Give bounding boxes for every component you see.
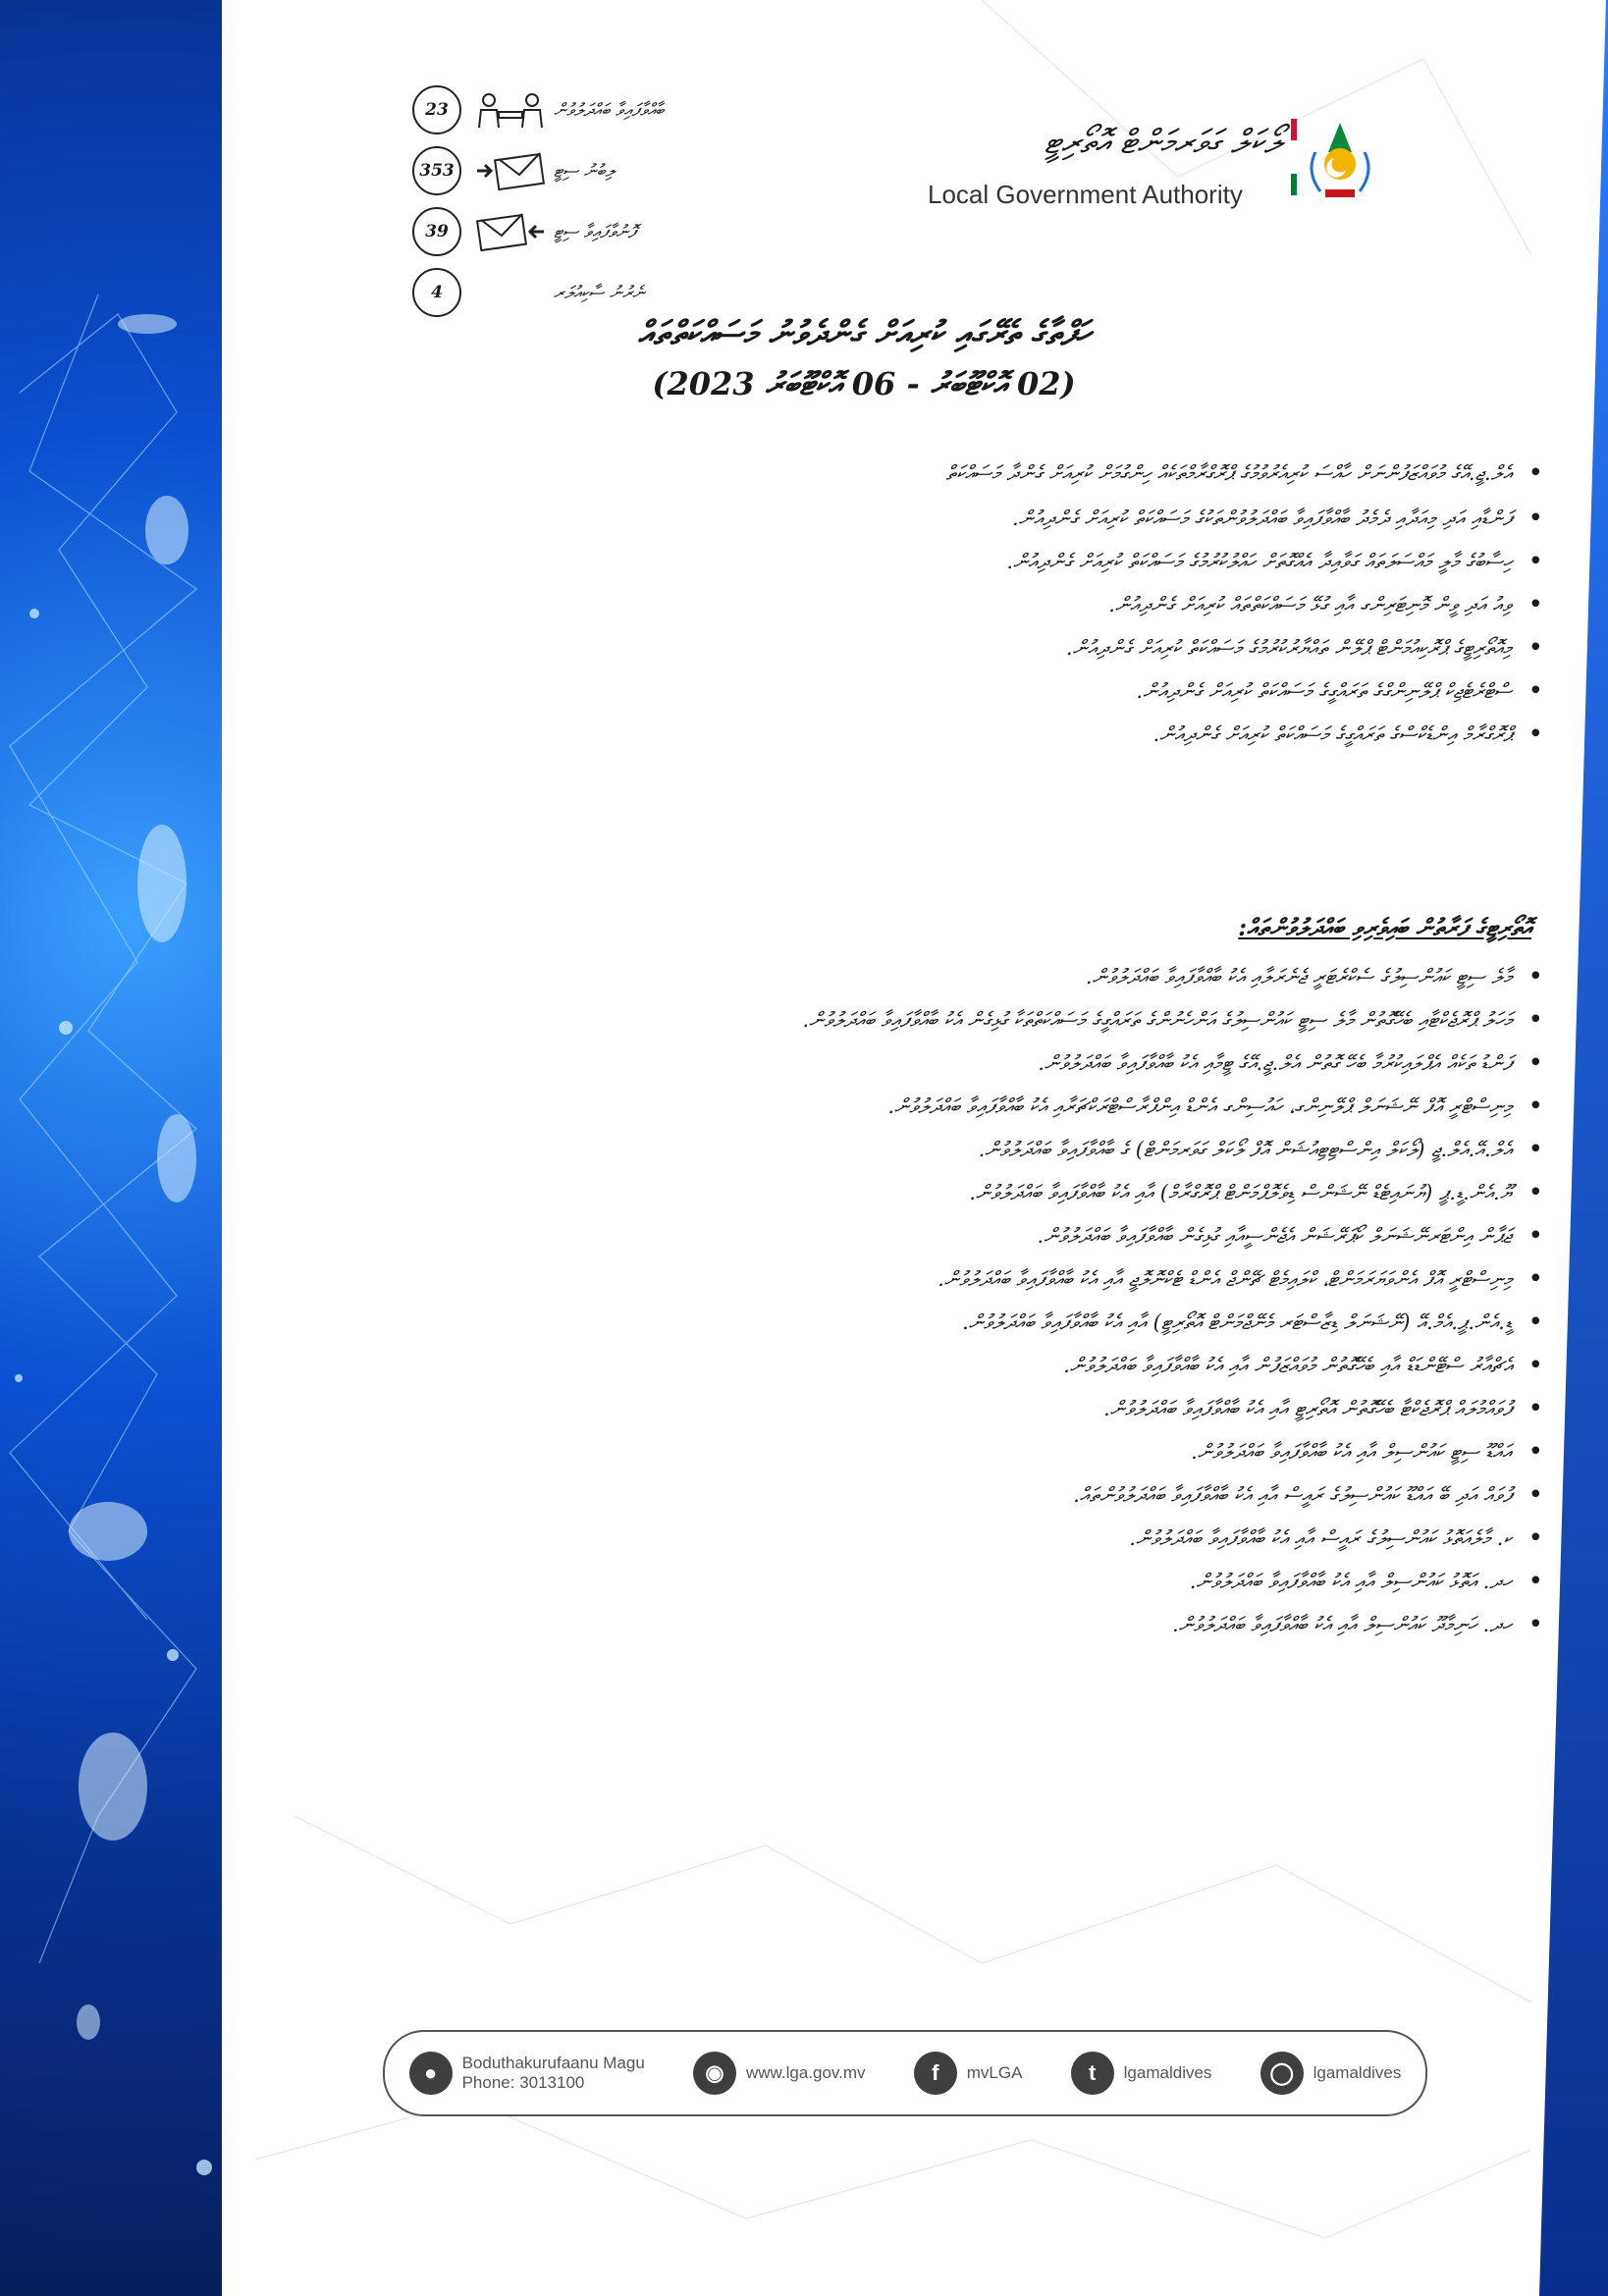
facebook-icon: f <box>914 2052 957 2095</box>
stat-value-received: 353 <box>412 146 461 195</box>
twitter-handle[interactable]: lgamaldives <box>1123 2063 1212 2082</box>
footer-address <box>409 2052 645 2095</box>
footer-facebook[interactable] <box>914 2052 1023 2095</box>
list-item: • ފަންޑާއި އަދި މިއަދާއި ދެމެދު ބާއްވާފައިވާ ބައްދަލުވުންތަކުގެ މަސައްކަތް ކުރިއަށް ގެންދިއުން. <box>285 499 1551 538</box>
footer-twitter[interactable] <box>1071 2052 1212 2095</box>
list-item: • މަހަލު ޕްރޮޖެކްޓާއި ބެހޭގޮތުން މާލެ ސިޓީ ކައުންސިލުގެ އަންހެނުންގެ ތަރައްގީގެ މަސައްކަތްތަކާ ގުޅިގެން އެކު ބާއްވާފައިވާ ބައްދަލުވުން. <box>285 1000 1551 1040</box>
stat-label-meetings: ބާއްވާފައިވާ ބައްދަލުވުން <box>554 99 665 121</box>
stat-value-sent: 39 <box>412 207 461 256</box>
location-pin-icon: ● <box>409 2052 453 2095</box>
work-items-list <box>285 452 1551 758</box>
stat-row-circulars <box>412 269 671 316</box>
stat-row-received <box>412 147 671 194</box>
footer-website[interactable] <box>693 2052 866 2095</box>
instagram-icon: ◯ <box>1260 2052 1304 2095</box>
list-item: • ޕްރޮގްރާމް އިންޑެކްސްގެ ތަރައްގީގެ މަސައްކަތް ކުރިއަށް ގެންދިއުން. <box>285 715 1551 754</box>
list-item: • ފުވައް އަދި ބޭ އައްޑޫ ކައުންސިލުގެ ރައީސް އާއި އެކު ބާއްވާފައިވާ ބައްދަލުވުންތައް. <box>285 1475 1551 1515</box>
maldives-emblem-icon <box>1291 113 1389 211</box>
list-item: • މިނިސްޓްރީ އޮފް އެންވަޔަރަމަންޓް، ކްލައިމެޓް ޗޭންޖް އެންޑް ޓެކްނޮލޮޖީ އާއި އެކު ބާއްވާފައިވާ ބައްދަލުވުން. <box>285 1259 1551 1299</box>
list-item: • ކ. މާލެއަތޮޅު ކައުންސިލުގެ ރައީސް އާއި އެކު ބާއްވާފައިވާ ބައްދަލުވުން. <box>285 1519 1551 1558</box>
section-title-meetings: އޮތޯރިޓީގެ ފަރާތުން ބައިވެރިވި ބައްދަލުވުންތައް: <box>1238 913 1531 941</box>
list-item: • ޔޫ.އެން.ޑީ.ޕީ (ޔުނައިޓެޑް ނޭޝަންސް ޑިވެލޮޕްމަންޓް ޕްރޮގްރާމް) އާއި އެކު ބާއްވާފައިވާ ބައްދަލުވުން. <box>285 1173 1551 1212</box>
list-item: • އެލް.އޭ.އެލް.ޖީ (ލޯކަލް އިންސްޓިޓިއުޝަން އޮފް ލޯކަލް ގަވަރމަންޓް) ގެ ބާއްވާފައިވާ ބައްދަލުވުން. <box>285 1130 1551 1169</box>
twitter-icon: t <box>1071 2052 1114 2095</box>
logo-thaana-text: ލޯކަލް ގަވަރމަންޓް އޮތޯރިޓީ <box>1044 123 1281 162</box>
list-item: • ހދ. އަތޮޅު ކައުންސިލް އާއި އެކު ބާއްވާފައިވާ ބައްދަލުވުން. <box>285 1562 1551 1601</box>
list-item: • މިއޮތޯރިޓީގެ ޕްރޮކިއުމަންޓް ޕްލޭން ތައްޔާރުކުރުމުގެ މަސައްކަތް ކުރިއަށް ގެންދިއުން. <box>285 628 1551 667</box>
list-item: • މާލެ ސިޓީ ކައުންސިލުގެ ސެކްރެޓަރީ ޖެނެރަލާއި އެކު ބާއްވާފައިވާ ބައްދަލުވުން. <box>285 957 1551 996</box>
list-item: • ހިސާބުގެ މާލީ މައްސަލަތައް ގަވާއިދާ އެއްގޮތަށް ހައްލުކުރުމުގެ މަސައްކަތް ކުރިއަށް ގެންދިއުން. <box>285 542 1551 581</box>
instagram-handle[interactable]: lgamaldives <box>1313 2063 1402 2082</box>
list-item: • އެޗްއާރު ސްޓޭންޑަޑް އާއި ބެހޭގޮތުން މުވައްޒަފުން އާއި އެކު ބާއްވާފައިވާ ބައްދަލުވުން. <box>285 1346 1551 1385</box>
circular-icon-placeholder <box>475 273 546 312</box>
stat-value-circulars: 4 <box>412 268 461 317</box>
stat-row-sent <box>412 208 671 255</box>
globe-icon: ◉ <box>693 2052 736 2095</box>
page-title: ހަފްތާގެ ތެރޭގައި ކުރިއަށް ގެންދެވުނު މަސައްކަތްތައް <box>637 314 1091 353</box>
website-link[interactable]: www.lga.gov.mv <box>746 2063 866 2082</box>
list-item: • ހދ. ހަނިމާދޫ ކައުންސިލް އާއި އެކު ބާއްވާފައިވާ ބައްދަލުވުން. <box>285 1605 1551 1644</box>
list-item: • ޖަޕާން އިންޓަރނޭޝަނަލް ކޯޕަރޭޝަން އެޖެންސީއާއި ގުޅިގެން ބާއްވާފައިވާ ބައްދަލުވުން. <box>285 1216 1551 1255</box>
meeting-icon <box>475 90 546 130</box>
lga-logo <box>928 113 1389 221</box>
stat-label-sent: ފޮނުވާފައިވާ ސިޓީ <box>554 221 636 242</box>
address-line: Boduthakurufaanu Magu <box>461 2054 645 2072</box>
stat-row-meetings <box>412 86 671 133</box>
meetings-list <box>285 957 1551 1648</box>
outgoing-mail-icon <box>475 212 546 251</box>
stat-label-received: ލިބުނު ސިޓީ <box>554 160 616 182</box>
list-item: • ސްޓްރެޓެޖިކް ޕްލޭނިންގްގެ ތަރައްގީގެ މަސައްކަތް ކުރިއަށް ގެންދިއުން. <box>285 671 1551 711</box>
footer-contact-bar <box>383 2030 1427 2116</box>
facebook-handle[interactable]: mvLGA <box>966 2063 1023 2082</box>
list-item: • އައްޑޫ ސިޓީ ކައުންސިލް އާއި އެކު ބާއްވާފައިވާ ބައްދަލުވުން. <box>285 1432 1551 1471</box>
footer-instagram[interactable] <box>1260 2052 1402 2095</box>
phone-line: Phone: 3013100 <box>461 2073 585 2092</box>
list-item: • މިނިސްޓްރީ އޮފް ނޭޝަނަލް ޕްލޭނިންގ، ހައުސިންގ އެންޑް އިންފްރާސްޓްރަކްޗަރާއި އެކު ބާއްވާފައިވާ ބައްދަލުވުން. <box>285 1087 1551 1126</box>
stat-value-meetings: 23 <box>412 85 461 134</box>
list-item: • ޑީ.އެން.ޕީ.އެމް.އޭ (ނޭޝަނަލް ޑިޒާސްޓަރ މެނޭޖްމަންޓް އޮތޯރިޓީ) އާއި އެކު ބާއްވާފައިވާ ބައްދަލުވުން. <box>285 1303 1551 1342</box>
list-item: • ފުވައްމުލައް ޕްރޮޖެކްޓާ ބެހޭގޮތުން އޮތޯރިޓީ އާއި އެކު ބާއްވާފައިވާ ބައްދަލުވުން. <box>285 1389 1551 1428</box>
incoming-mail-icon <box>475 151 546 190</box>
page-subtitle-date-range: (02 އޮކްޓޫބަރު - 06 އޮކްޓޫބަރު 2023) <box>652 365 1076 402</box>
list-item: • ފަންޑު ތަކެއް އެޕްލައިކުރުމާ ބެހޭ ގޮތުން އެލް.ޖީ.އޭގެ ޓީމާއި އެކު ބާއްވާފައިވާ ބައްދަލުވުން. <box>285 1043 1551 1083</box>
list-item: • ވިއު އަދި ވީން މޮނިޓަރިންގ އާއި ގުޅޭ މަސައްކަތްތައް ކުރިއަށް ގެންދިއުން. <box>285 585 1551 624</box>
stat-label-circulars: ނެރުނު ސާކިއުލަރ <box>554 282 645 303</box>
logo-english-text: Local Government Authority <box>928 180 1243 209</box>
stats-panel <box>412 86 671 330</box>
list-item: • އެލް.ޖީ.އޭގެ މުވައްޒަފުންނަށް ހާއްސަ ކުރިއެރުވުމުގެ ޕްރޮގްރާމްތަކެއް ހިންގުމަށް ކުރިއަށް ގެންދާ މަސައްކަތް <box>285 452 1551 495</box>
